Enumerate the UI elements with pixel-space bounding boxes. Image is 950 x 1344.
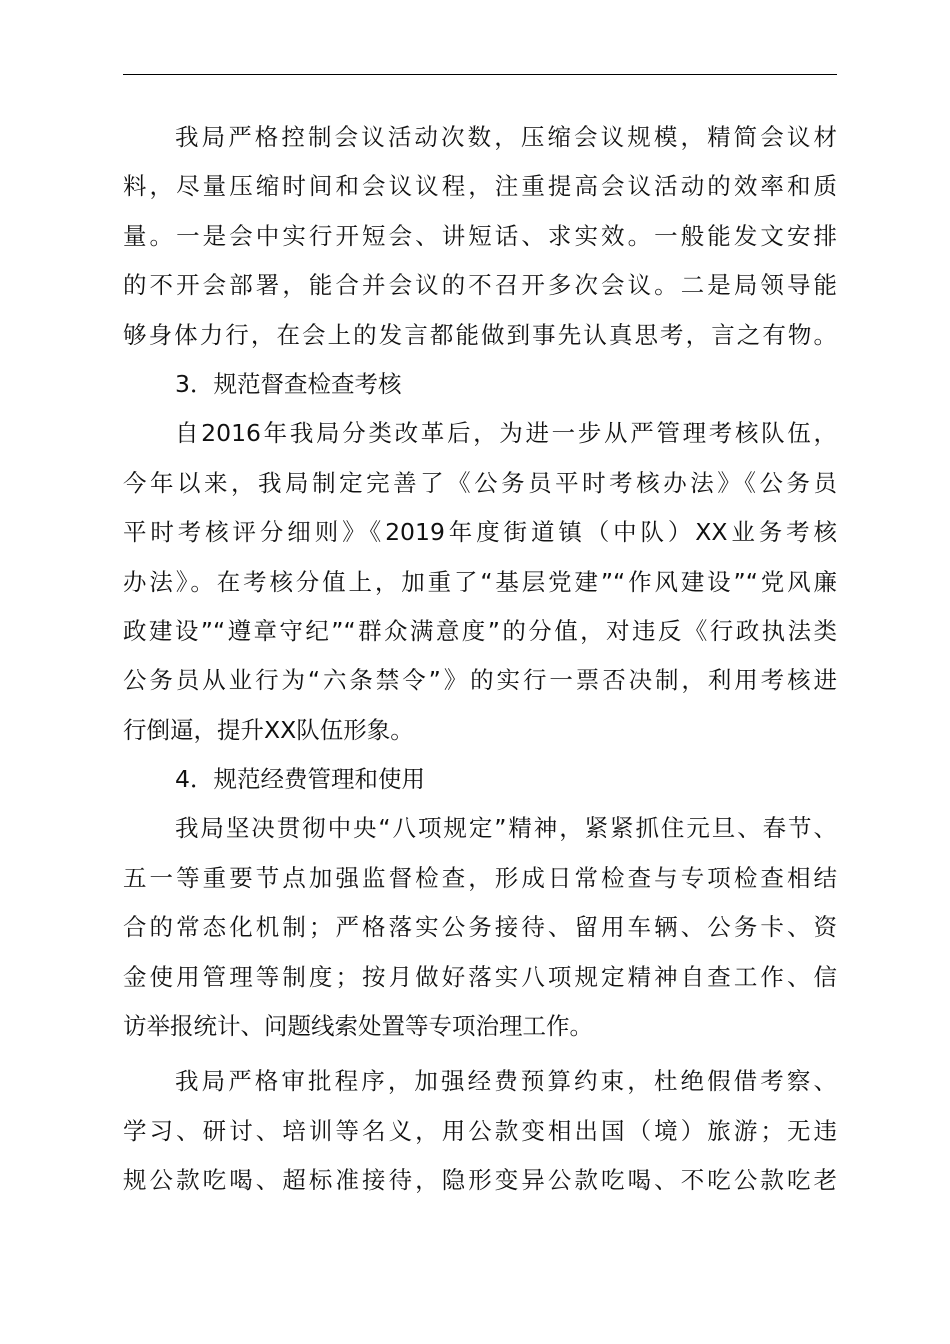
heading-line: 4．规范经费管理和使用: [175, 765, 425, 794]
text-line: 公务员从业行为“六条禁令”》的实行一票否决制，利用考核进: [123, 666, 837, 695]
text-line: 我局严格控制会议活动次数，压缩会议规模，精简会议材: [175, 123, 837, 151]
text-line: 今年以来，我局制定完善了《公务员平时考核办法》《公务员: [123, 468, 837, 497]
text-line: 行倒逼，提升XX队伍形象。: [123, 715, 414, 744]
text-line: 自2016年我局分类改革后，为进一步从严管理考核队伍，: [175, 419, 837, 448]
text-line: 五一等重要节点加强监督检查，形成日常检查与专项检查相结: [123, 863, 837, 892]
paragraph-approval: [123, 1057, 837, 1205]
header-rule: [123, 74, 837, 75]
text-line: 政建设”“遵章守纪”“群众满意度”的分值，对违反《行政执法类: [123, 616, 837, 645]
document-body: [123, 113, 837, 1206]
text-line: 够身体力行，在会上的发言都能做到事先认真思考，言之有物。: [123, 320, 837, 349]
text-line: 我局严格审批程序，加强经费预算约束，杜绝假借考察、: [175, 1067, 837, 1096]
text-line: 学习、研讨、培训等名义，用公款变相出国（境）旅游；无违: [123, 1116, 837, 1145]
text-line: 平时考核评分细则》《2019年度街道镇（中队）XX业务考核: [123, 518, 837, 547]
text-line: 办法》。在考核分值上，加重了“基层党建”“作风建设”“党风廉: [123, 567, 837, 596]
text-line: 金使用管理等制度；按月做好落实八项规定精神自查工作、信: [123, 962, 837, 991]
paragraph-meetings: [123, 113, 837, 360]
section-heading-4: [123, 755, 837, 804]
heading-line: 3．规范督查检查考核: [175, 369, 402, 398]
paragraph-eight-rules: [123, 804, 837, 1051]
text-line: 我局坚决贯彻中央“八项规定”精神，紧紧抓住元旦、春节、: [175, 814, 837, 843]
text-line: 的不开会部署，能合并会议的不召开多次会议。二是局领导能: [123, 271, 837, 300]
section-heading-3: [123, 360, 837, 409]
text-line: 料，尽量压缩时间和会议议程，注重提高会议活动的效率和质: [123, 172, 837, 201]
text-line: 量。一是会中实行开短会、讲短话、求实效。一般能发文安排: [123, 221, 837, 250]
paragraph-assessment: [123, 409, 837, 755]
text-line: 规公款吃喝、超标准接待，隐形变异公款吃喝、不吃公款吃老: [123, 1166, 837, 1195]
text-line: 合的常态化机制；严格落实公务接待、留用车辆、公务卡、资: [123, 913, 837, 942]
text-line: 访举报统计、问题线索处置等专项治理工作。: [123, 1012, 593, 1041]
